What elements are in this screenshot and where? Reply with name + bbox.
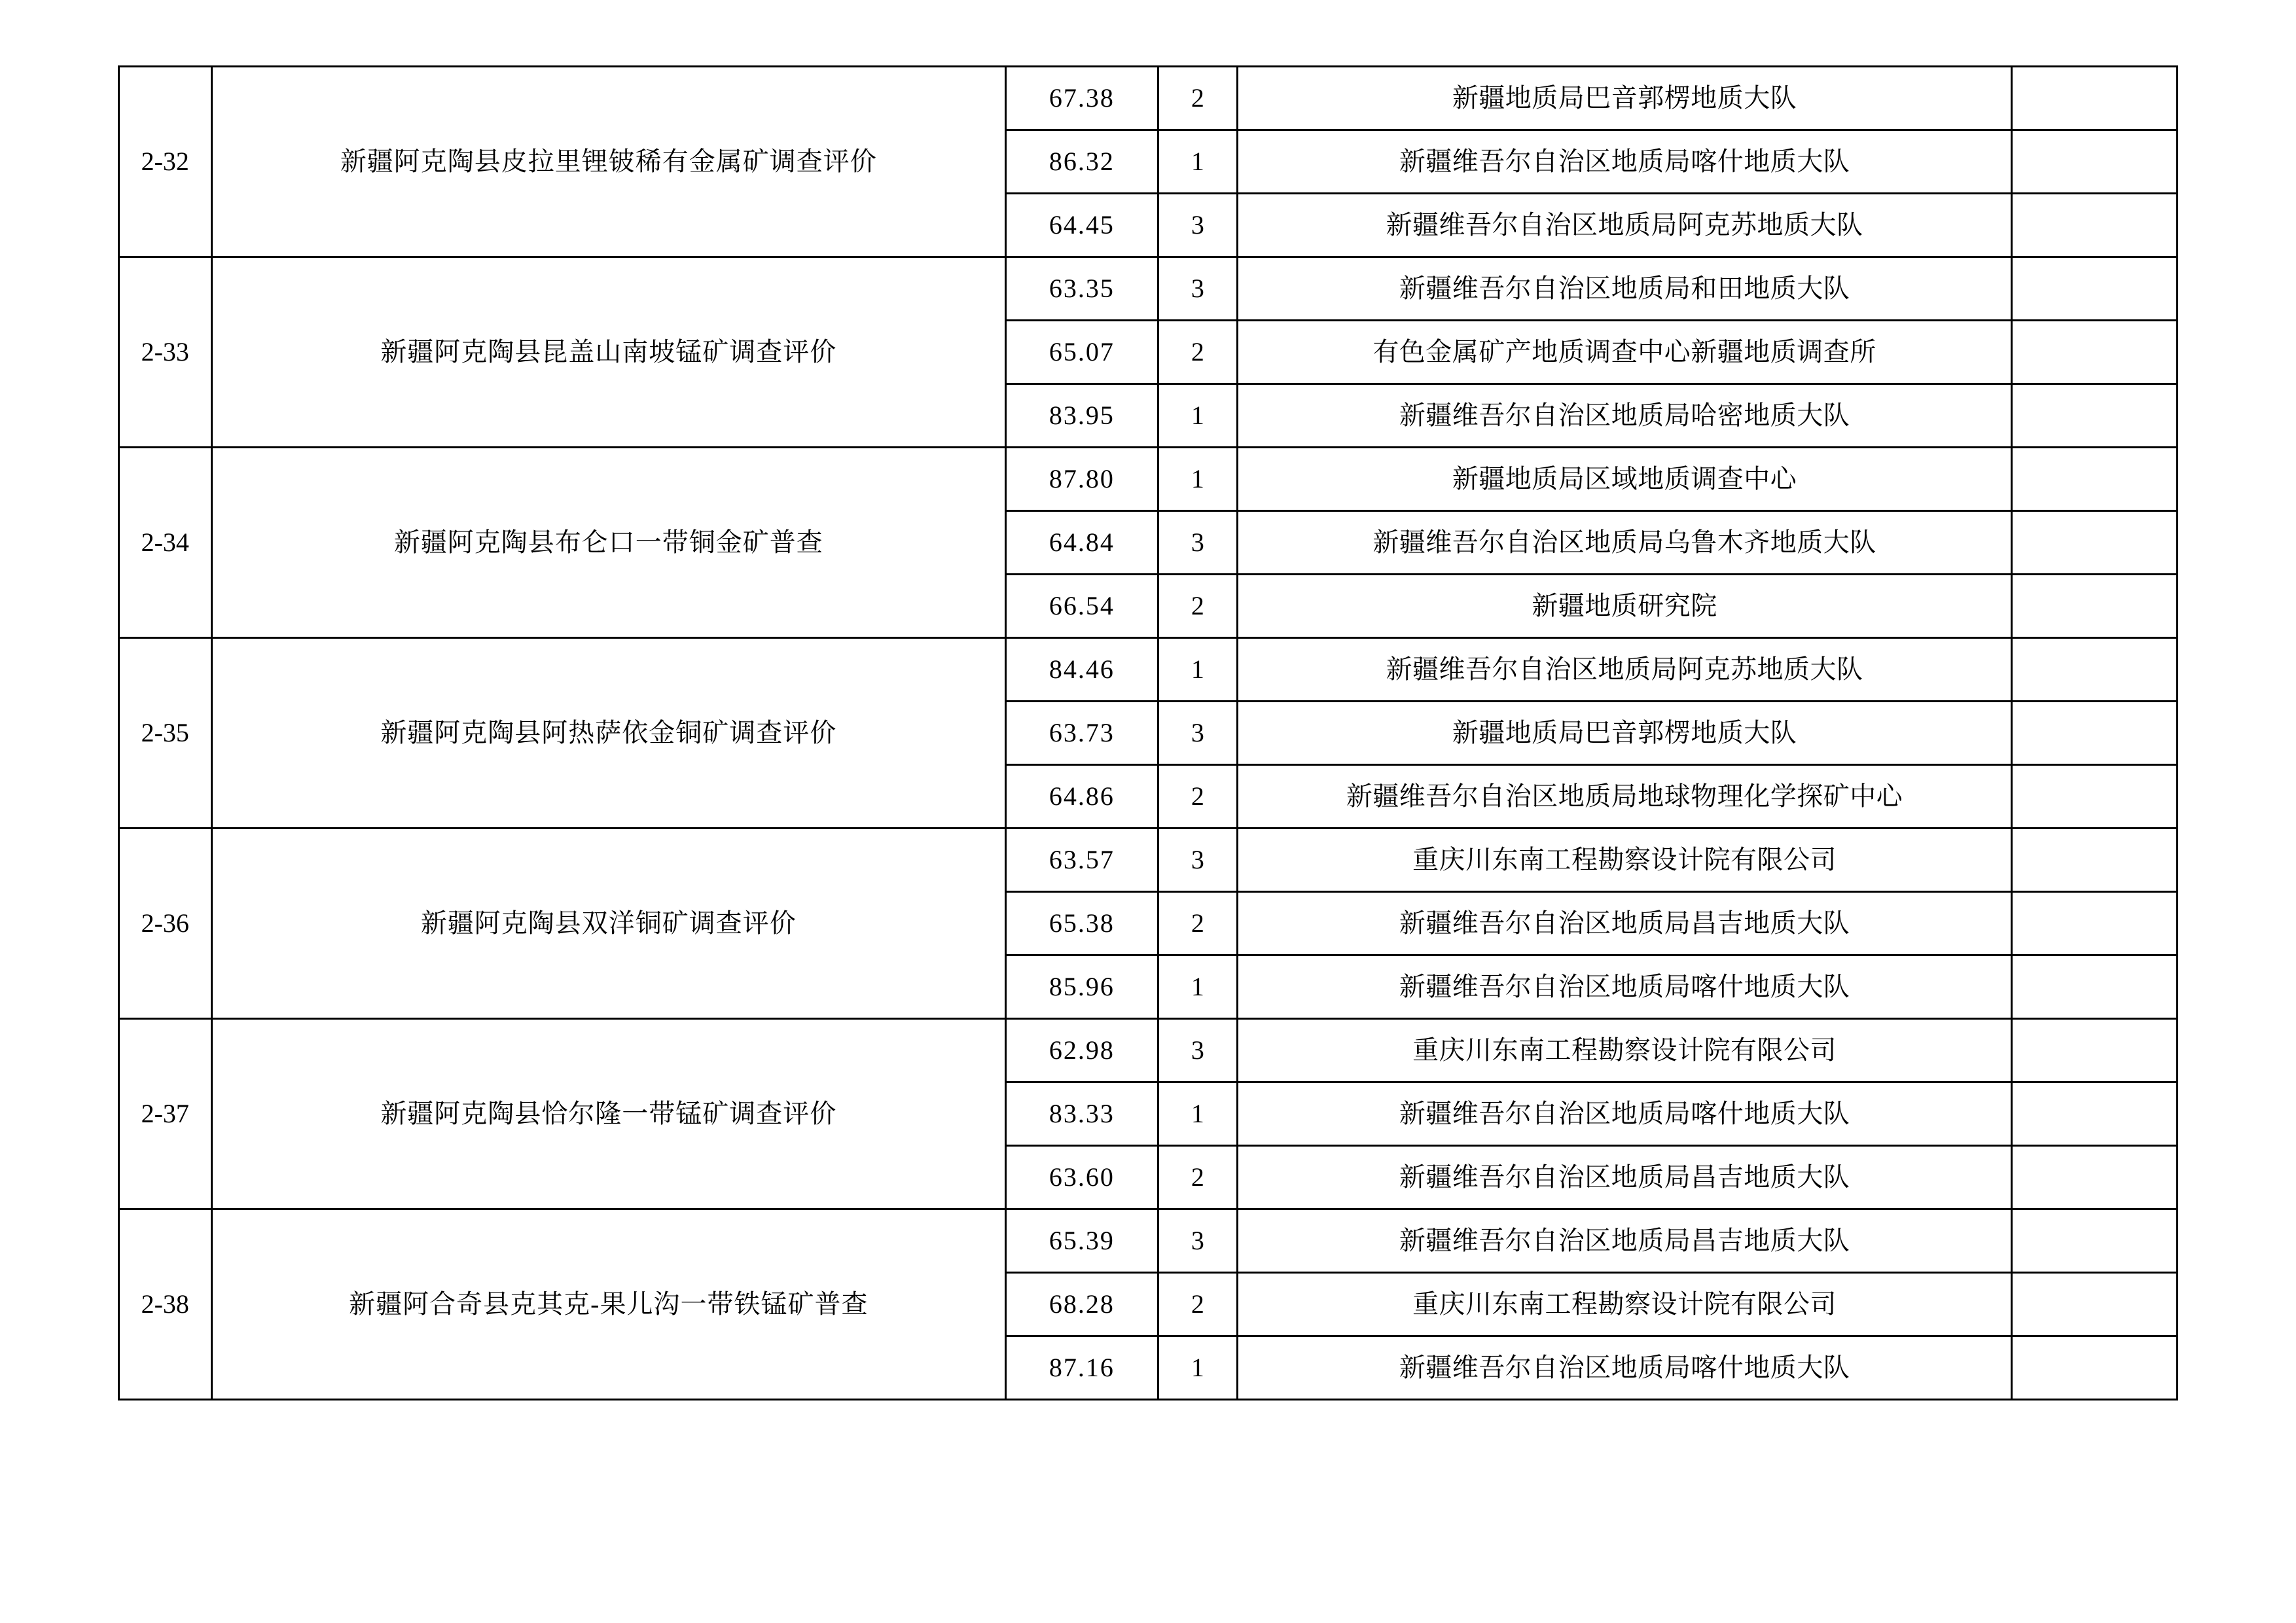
cell-score: 87.80: [1006, 448, 1158, 511]
cell-organization: 新疆维吾尔自治区地质局地球物理化学探矿中心: [1237, 765, 2011, 829]
cell-organization: 新疆维吾尔自治区地质局昌吉地质大队: [1237, 892, 2011, 955]
cell-organization: 新疆维吾尔自治区地质局阿克苏地质大队: [1237, 194, 2011, 257]
cell-remark: [2012, 575, 2178, 638]
cell-remark: [2012, 1019, 2178, 1082]
cell-rank: 3: [1158, 194, 1237, 257]
cell-project-name: 新疆阿合奇县克其克-果儿沟一带铁锰矿普查: [211, 1209, 1006, 1400]
table-row: [119, 1209, 2178, 1273]
cell-score: 63.73: [1006, 702, 1158, 765]
cell-rank: 1: [1158, 638, 1237, 702]
cell-organization: 有色金属矿产地质调查中心新疆地质调查所: [1237, 321, 2011, 384]
cell-organization: 新疆维吾尔自治区地质局喀什地质大队: [1237, 955, 2011, 1019]
cell-project-name: 新疆阿克陶县恰尔隆一带锰矿调查评价: [211, 1019, 1006, 1209]
cell-remark: [2012, 1209, 2178, 1273]
cell-organization: 新疆维吾尔自治区地质局和田地质大队: [1237, 257, 2011, 321]
cell-score: 65.07: [1006, 321, 1158, 384]
cell-rank: 3: [1158, 1019, 1237, 1082]
cell-rank: 1: [1158, 448, 1237, 511]
cell-score: 67.38: [1006, 67, 1158, 130]
cell-rank: 2: [1158, 575, 1237, 638]
cell-remark: [2012, 384, 2178, 448]
cell-rank: 3: [1158, 257, 1237, 321]
cell-organization: 新疆地质研究院: [1237, 575, 2011, 638]
cell-organization: 新疆地质局区域地质调查中心: [1237, 448, 2011, 511]
cell-organization: 新疆维吾尔自治区地质局昌吉地质大队: [1237, 1146, 2011, 1209]
cell-score: 65.38: [1006, 892, 1158, 955]
cell-remark: [2012, 321, 2178, 384]
cell-rank: 1: [1158, 130, 1237, 194]
cell-remark: [2012, 1146, 2178, 1209]
cell-score: 68.28: [1006, 1273, 1158, 1336]
cell-remark: [2012, 765, 2178, 829]
cell-score: 64.45: [1006, 194, 1158, 257]
cell-rank: 1: [1158, 955, 1237, 1019]
cell-score: 63.35: [1006, 257, 1158, 321]
cell-rank: 3: [1158, 511, 1237, 575]
table-row: [119, 829, 2178, 892]
cell-remark: [2012, 829, 2178, 892]
cell-organization: 新疆维吾尔自治区地质局哈密地质大队: [1237, 384, 2011, 448]
cell-score: 62.98: [1006, 1019, 1158, 1082]
cell-organization: 新疆维吾尔自治区地质局喀什地质大队: [1237, 1336, 2011, 1400]
cell-rank: 2: [1158, 321, 1237, 384]
cell-organization: 重庆川东南工程勘察设计院有限公司: [1237, 829, 2011, 892]
project-evaluation-table: [118, 65, 2178, 1400]
table-row: [119, 638, 2178, 702]
cell-rank: 3: [1158, 829, 1237, 892]
cell-organization: 新疆维吾尔自治区地质局昌吉地质大队: [1237, 1209, 2011, 1273]
cell-remark: [2012, 1082, 2178, 1146]
cell-rank: 3: [1158, 1209, 1237, 1273]
cell-organization: 新疆维吾尔自治区地质局喀什地质大队: [1237, 130, 2011, 194]
cell-remark: [2012, 702, 2178, 765]
table-row: [119, 67, 2178, 130]
cell-remark: [2012, 955, 2178, 1019]
cell-score: 64.84: [1006, 511, 1158, 575]
table-row: [119, 448, 2178, 511]
cell-score: 63.57: [1006, 829, 1158, 892]
cell-organization: 新疆维吾尔自治区地质局喀什地质大队: [1237, 1082, 2011, 1146]
cell-project-name: 新疆阿克陶县布仑口一带铜金矿普查: [211, 448, 1006, 638]
cell-rank: 2: [1158, 765, 1237, 829]
cell-remark: [2012, 67, 2178, 130]
cell-score: 85.96: [1006, 955, 1158, 1019]
cell-rank: 1: [1158, 384, 1237, 448]
cell-score: 84.46: [1006, 638, 1158, 702]
cell-remark: [2012, 448, 2178, 511]
cell-score: 66.54: [1006, 575, 1158, 638]
cell-remark: [2012, 1273, 2178, 1336]
cell-rank: 2: [1158, 1273, 1237, 1336]
cell-score: 63.60: [1006, 1146, 1158, 1209]
cell-rank: 2: [1158, 892, 1237, 955]
cell-remark: [2012, 638, 2178, 702]
cell-organization: 新疆维吾尔自治区地质局乌鲁木齐地质大队: [1237, 511, 2011, 575]
cell-organization: 重庆川东南工程勘察设计院有限公司: [1237, 1273, 2011, 1336]
cell-score: 64.86: [1006, 765, 1158, 829]
cell-score: 83.33: [1006, 1082, 1158, 1146]
cell-score: 87.16: [1006, 1336, 1158, 1400]
cell-rank: 2: [1158, 1146, 1237, 1209]
cell-project-number: 2-32: [119, 67, 212, 257]
cell-remark: [2012, 511, 2178, 575]
cell-rank: 1: [1158, 1336, 1237, 1400]
cell-rank: 3: [1158, 702, 1237, 765]
cell-project-number: 2-35: [119, 638, 212, 829]
cell-project-name: 新疆阿克陶县昆盖山南坡锰矿调查评价: [211, 257, 1006, 448]
cell-score: 65.39: [1006, 1209, 1158, 1273]
cell-project-number: 2-37: [119, 1019, 212, 1209]
cell-remark: [2012, 892, 2178, 955]
table-row: [119, 257, 2178, 321]
cell-project-name: 新疆阿克陶县阿热萨依金铜矿调查评价: [211, 638, 1006, 829]
cell-organization: 新疆地质局巴音郭楞地质大队: [1237, 67, 2011, 130]
cell-organization: 新疆地质局巴音郭楞地质大队: [1237, 702, 2011, 765]
cell-remark: [2012, 257, 2178, 321]
cell-rank: 2: [1158, 67, 1237, 130]
table-row: [119, 1019, 2178, 1082]
cell-remark: [2012, 130, 2178, 194]
cell-project-number: 2-36: [119, 829, 212, 1019]
cell-project-name: 新疆阿克陶县皮拉里锂铍稀有金属矿调查评价: [211, 67, 1006, 257]
cell-score: 86.32: [1006, 130, 1158, 194]
cell-project-number: 2-34: [119, 448, 212, 638]
cell-remark: [2012, 1336, 2178, 1400]
cell-remark: [2012, 194, 2178, 257]
cell-score: 83.95: [1006, 384, 1158, 448]
cell-organization: 重庆川东南工程勘察设计院有限公司: [1237, 1019, 2011, 1082]
cell-project-number: 2-33: [119, 257, 212, 448]
cell-project-name: 新疆阿克陶县双洋铜矿调查评价: [211, 829, 1006, 1019]
cell-rank: 1: [1158, 1082, 1237, 1146]
cell-organization: 新疆维吾尔自治区地质局阿克苏地质大队: [1237, 638, 2011, 702]
cell-project-number: 2-38: [119, 1209, 212, 1400]
